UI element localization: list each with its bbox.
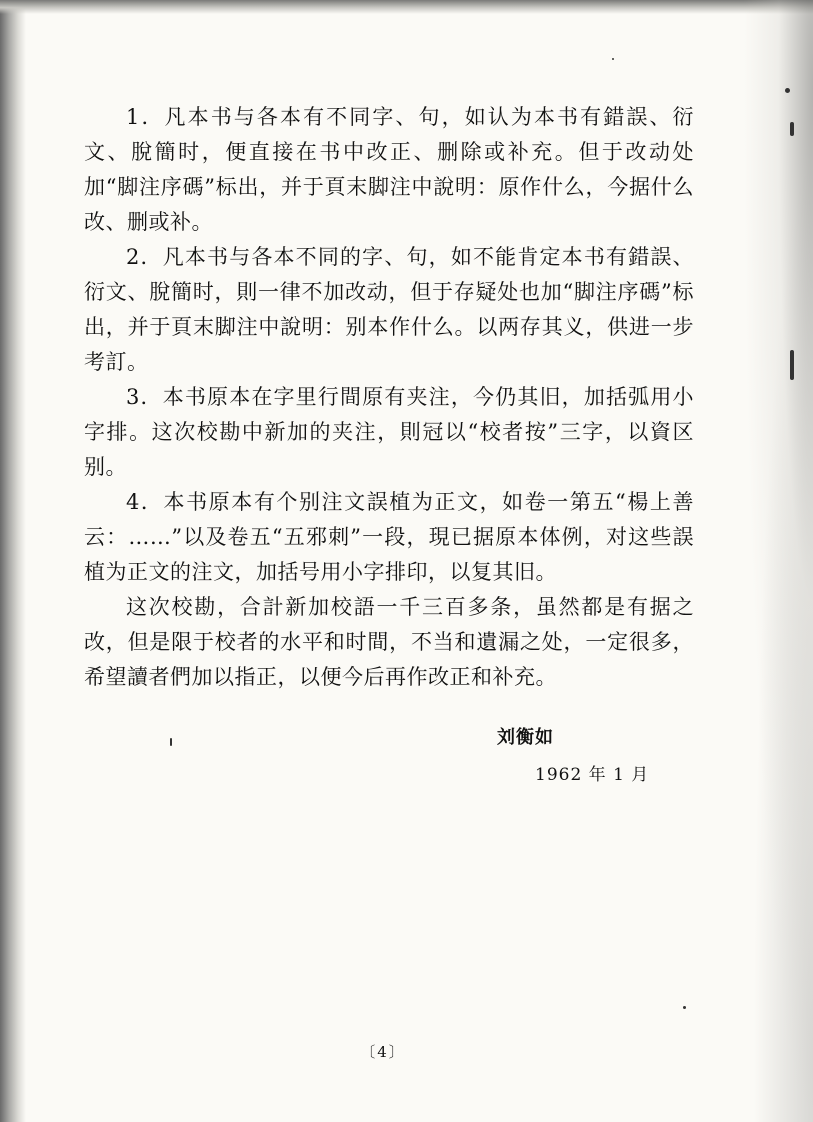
page-number: 〔4〕 <box>360 1043 406 1061</box>
paragraph-rule-3: 3．本书原本在字里行間原有夹注，今仍其旧，加括弧用小字排。这次校勘中新加的夹注，則冠以“校者按”三字，以資区别。 <box>84 385 694 479</box>
author-signature: 刘衡如 <box>497 727 554 748</box>
scan-edge-right <box>743 0 813 1122</box>
paragraph-rule-4: 4．本书原本有个别注文誤植为正文，如卷一第五“楊上善云：……”以及卷五“五邪刺”一段，現已据原本体例，对这些誤植为正文的注文，加括号用小字排印，以复其旧。 <box>84 490 694 584</box>
paragraph-rule-2: 2．凡本书与各本不同的字、句，如不能肯定本书有錯誤、衍文、脫簡时，則一律不加改动，但于存疑处也加“脚注序碼”标出，并于頁末脚注中說明：别本作什么。以两存其义，供进一步考訂。 <box>84 245 694 374</box>
scan-speck <box>785 88 790 93</box>
scan-speck <box>790 122 794 136</box>
scan-edge-top <box>0 0 813 14</box>
scan-speck <box>790 350 794 380</box>
paragraph-rule-1: 1．凡本书与各本有不同字、句，如认为本书有錯誤、衍文、脫簡时，便直接在书中改正、删除或补充。但于改动处加“脚注序碼”标出，并于頁末脚注中說明：原作什么，今据什么改、删或补。 <box>84 105 694 234</box>
paragraph-closing: 这次校勘，合計新加校語一千三百多条，虽然都是有据之改，但是限于校者的水平和时間，不当和遺漏之处，一定很多，希望讀者們加以指正，以便今后再作改正和补充。 <box>84 595 694 689</box>
signature-date: 1962 年 1 月 <box>535 765 650 785</box>
body-text <box>84 100 694 695</box>
scan-speck <box>683 1006 686 1009</box>
scan-speck <box>612 58 614 60</box>
scan-speck <box>170 738 172 746</box>
scan-edge-left <box>0 0 26 1122</box>
